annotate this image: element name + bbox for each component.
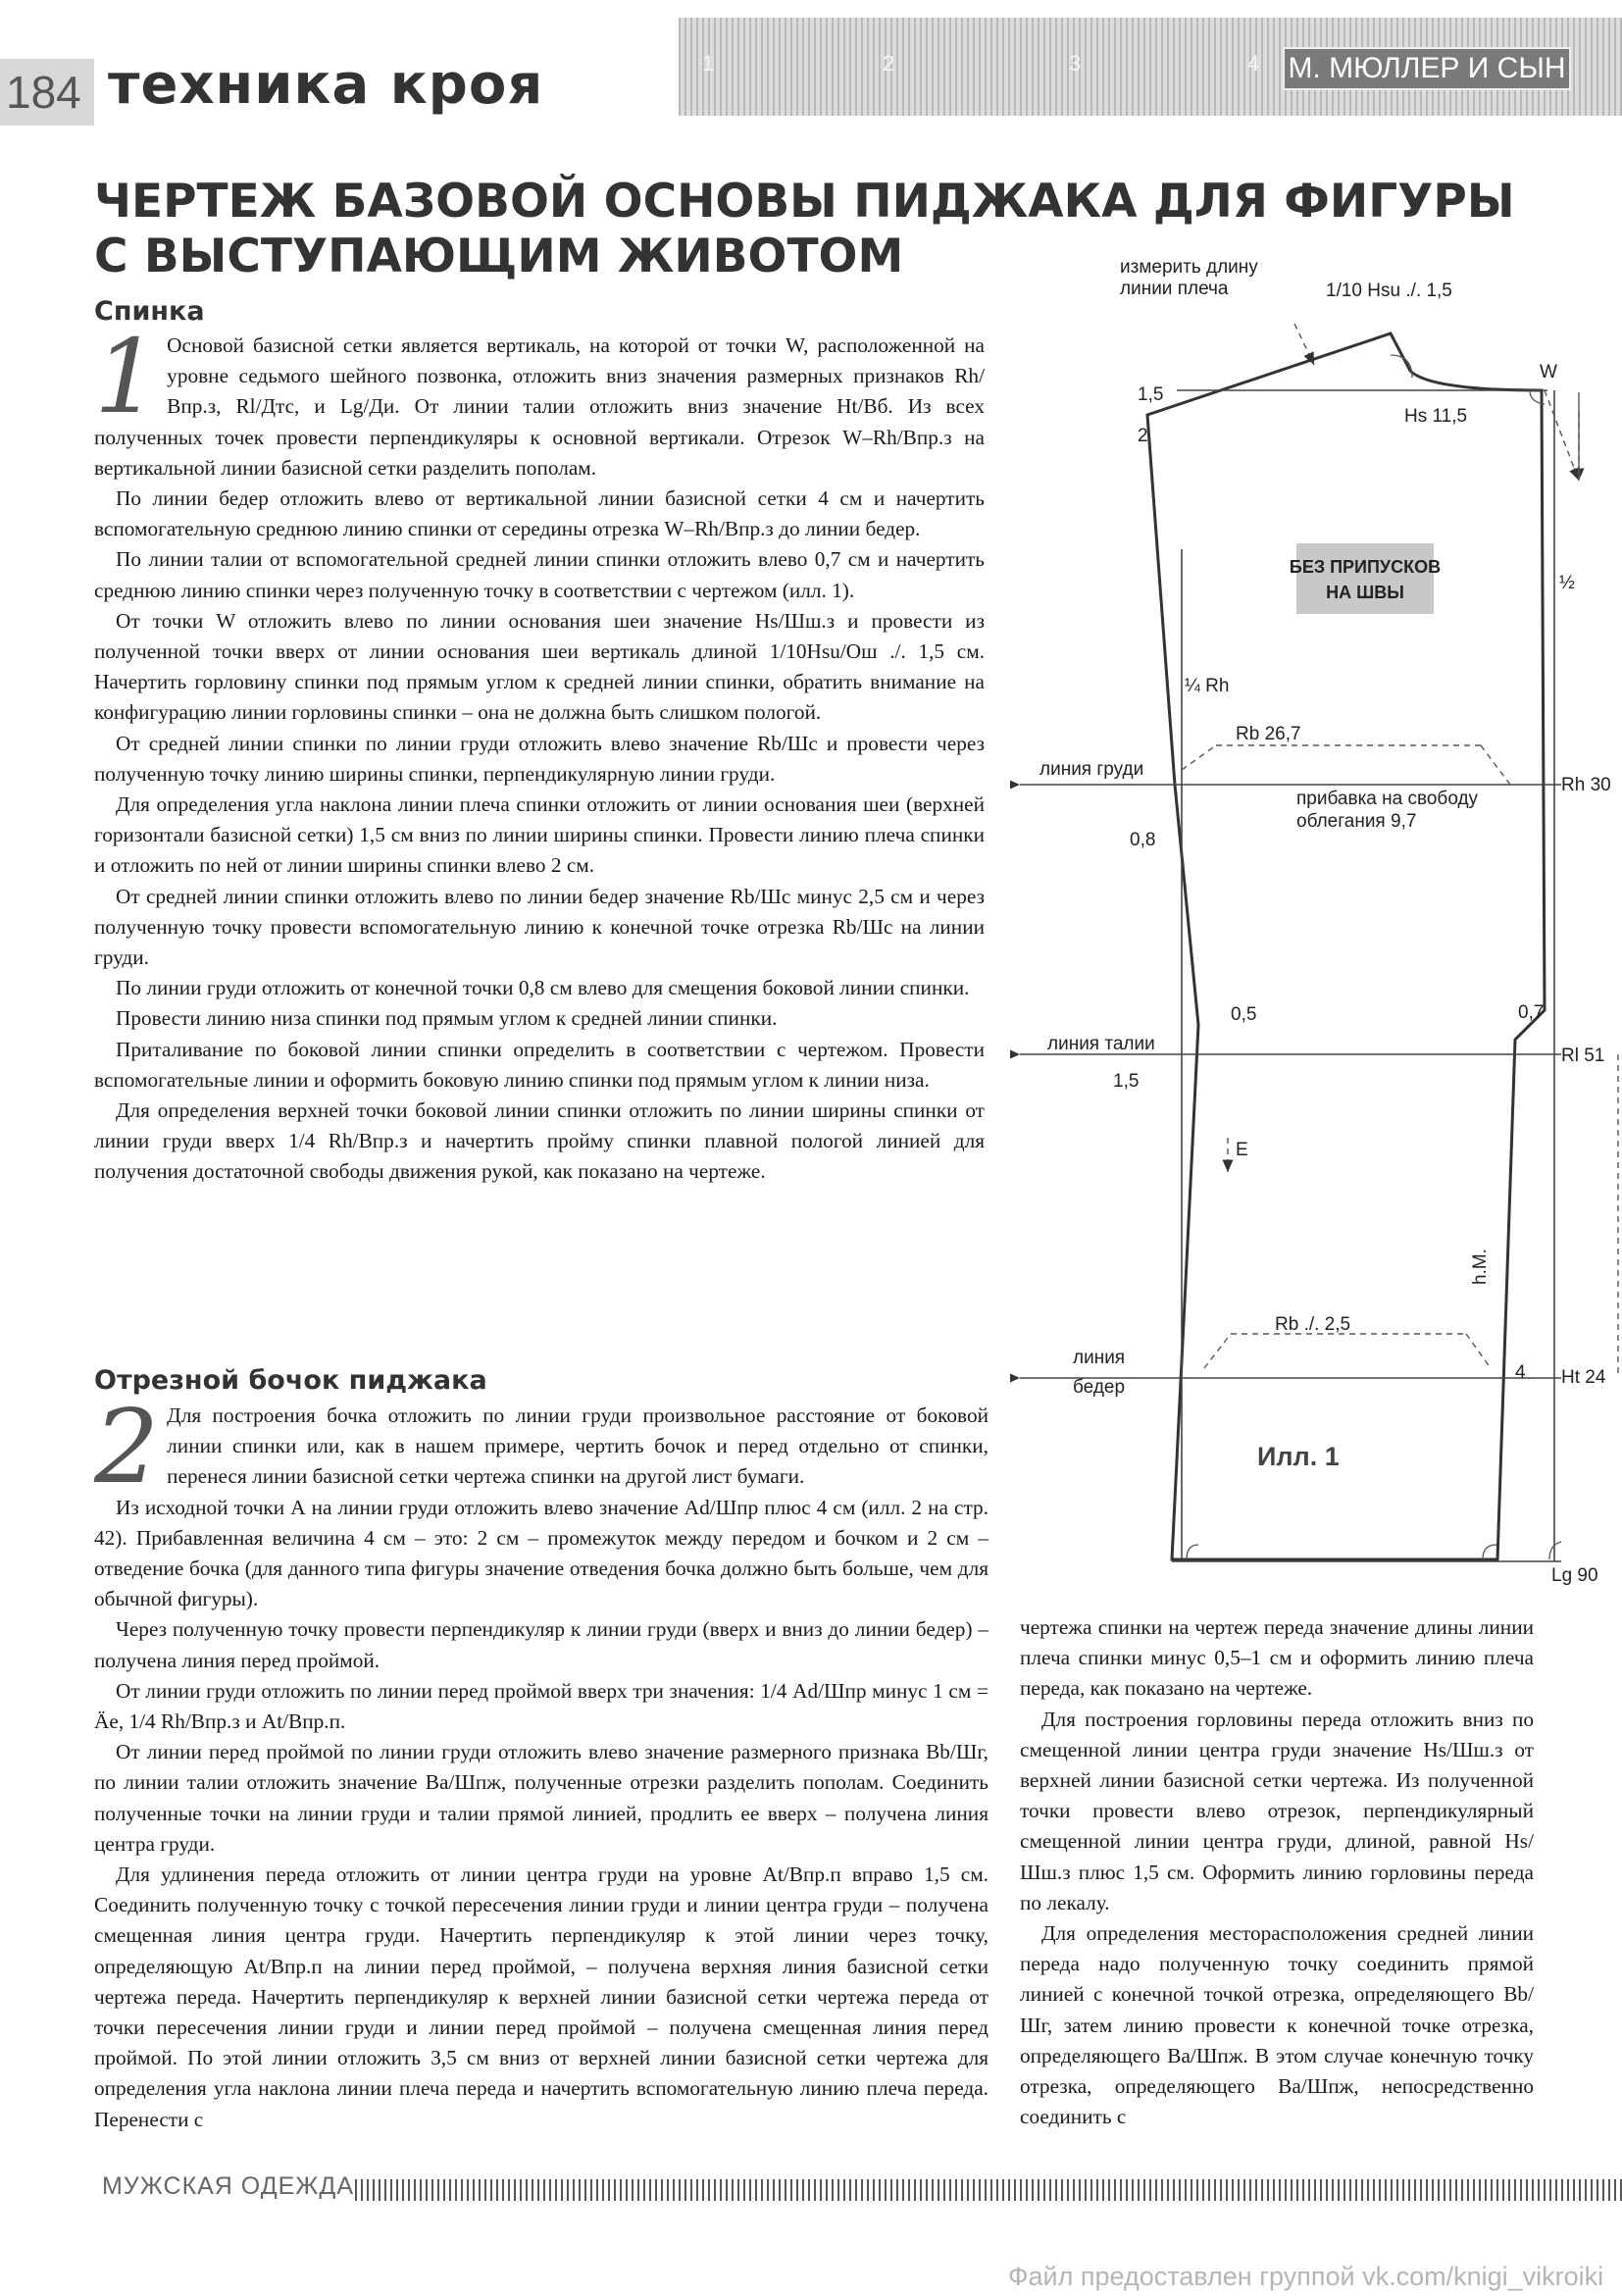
label-waist-line: линия талии [1047,1034,1155,1054]
paragraph: Основой базисной сетки является вертикаль, на которой от точки W, расположенной на уровне седьмого шейного позвонка, отложить вниз значения размерных признаков Rh/Впр.з, Rl/Дтс, и Lg/Ди. От линии талии отложить вниз значение Ht/Вб. Из всех полученных точек провести перпендикуляры к основной вертикали. Отрезок W–Rh/Впр.з на вертикальной линии базисной сетки разделить пополам. [94,333,985,480]
paragraph: По линии груди отложить от конечной точки 0,8 см влево для смещения боковой линии спинки. [116,976,970,1000]
section-heading-back: Спинка [94,296,205,327]
paragraph: От линии груди отложить по линии перед проймой вверх три значения: 1/4 Ad/Шпр минус 1 см = Äe, 1/4 Rh/Впр.з и At/Впр.п. [94,1678,988,1734]
label-rl: Rl 51 [1561,1046,1605,1066]
band-number: 3 [1069,51,1082,76]
label-hs: Hs 11,5 [1404,406,1468,427]
band-number: 1 [702,51,715,76]
paragraph: Для удлинения переда отложить от линии центра груди на уровне At/Впр.п вправо 1,5 см. Соединить полученную точку с точкой пересечения линии груди и линии центра груди – получена смещенная линия центра груди. Начертить перпендикуляр к этой линии через точку, определяющую At/Впр.п на линии перед проймой, – получена верхняя линия базисной сетки чертежа переда. Начертить перпендикуляр к верхней линии базисной сетки чертежа переда от точки пересечения линии груди и линии перед проймой – получена смещенная линия перед проймой. По этой линии отложить 3,5 см вниз от верхней линии базисной сетки чертежа для определения угла наклона линии плеча переда и начертить вспомогательную линию плеча переда. Перенести с [94,1862,988,2131]
right-column-text [1020,1612,1534,2132]
label-15-waist: 1,5 [1113,1071,1140,1092]
paragraph: Для определения верхней точки боковой линии спинки отложить по линии ширины спинки от линии груди вверх 1/4 Rh/Впр.з и начертить пройму спинки плавной пологой линией для получения достаточной свободы движения рукой, как показано на чертеже. [94,1098,985,1184]
paragraph: чертежа спинки на чертеж переда значение длины линии плеча спинки минус 0,5–1 см и оформить линию плеча переда, как показано на чертеже. [1020,1615,1534,1701]
label-hip-line-2: бедер [1073,1377,1126,1398]
label-measure-1: измерить длину [1120,257,1258,278]
paragraph: Для построения бочка отложить по линии груди произвольное расстояние от боковой линии спинки или, как в нашем примере, чертить бочок и перед отдельно от спинки, перенеся линии базисной сетки чертежа спинки на другой лист бумаги. [167,1403,988,1489]
footer-label: МУЖСКАЯ ОДЕЖДА [102,2172,354,2200]
label-rb: Rb 26,7 [1236,724,1301,744]
headline-line-1: ЧЕРТЕЖ БАЗОВОЙ ОСНОВЫ ПИДЖАКА ДЛЯ ФИГУРЫ [94,175,1515,229]
paragraph: Для построения горловины переда отложить вниз по смещенной линии центра груди значение Hs/Шш.з от верхней линии базисной сетки чертежа. Из полученной точки провести влево отрезок, перпендикулярный смещенной линии центра груди, длиной, равной Hs/Шш.з плюс 1,5 см. Оформить линию горловины переда по лекалу. [1020,1707,1534,1914]
watermark: Файл предоставлен группой vk.com/knigi_vikroiki [1008,2262,1604,2291]
band-number: 2 [883,51,895,76]
section-back-text [94,317,985,1188]
label-07: 0,7 [1518,1002,1545,1023]
paragraph: От точки W отложить влево по линии основания шеи значение Hs/Шш.з и провести из полученной точки вверх от линии основания шеи вертикаль длиной 1/10Hsu/Ош ./. 1,5 см. Начертить горловину спинки под прямым углом к средней линии спинки, обратить внимание на конфигурацию линии горловины спинки – она не должна быть слишком пологой. [94,608,985,725]
guide-lines [1182,324,1618,1373]
label-hm: h.M. [1470,1249,1491,1285]
section-side-panel-text [94,1387,988,2135]
label-lg: Lg 90 [1551,1565,1598,1586]
paragraph: Провести линию низа спинки под прямым углом к средней линии спинки. [116,1006,778,1031]
label-bust-line: линия груди [1039,759,1144,780]
pattern-outline [1147,333,1545,1559]
dropcap-2: 2 [94,1387,160,1506]
label-2: 2 [1138,426,1148,446]
label-half: ½ [1559,573,1575,593]
publisher-label: М. МЮЛЛЕР И СЫН [1283,47,1571,90]
paragraph: Для определения месторасположения средней линии переда надо полученную точку соединить прямой линией с конечной точкой отрезка, определяющего Bb/Шг, затем линию провести к конечной точке отрезка, определяющего Ba/Шпж. В этом случае конечную точку отрезка, определяющего Ba/Шпж, непосредственно соединить с [1020,1921,1534,2129]
label-hsu: 1/10 Hsu ./. 1,5 [1326,281,1452,301]
label-08: 0,8 [1130,830,1156,850]
label-hip-line-1: линия [1073,1348,1126,1368]
paragraph: От линии перед проймой по линии груди отложить влево значение размерного признака Bb/Шг, по линии талии отложить значение Ba/Шпж, полученные отрезки разделить пополам. Соединить полученные точки на линии груди и талии прямой линией, продлить ее вверх – получена линия центра груди. [94,1740,988,1856]
paragraph: По линии талии от вспомогательной средней линии спинки отложить влево 0,7 см и начертить среднюю линию спинки через полученную точку в соответствии с чертежом (илл. 1). [94,547,985,602]
label-rh: Rh 30 [1561,775,1611,795]
label-05: 0,5 [1231,1004,1257,1025]
note-text-1: БЕЗ ПРИПУСКОВ [1289,557,1442,577]
paragraph: От средней линии спинки отложить влево по линии бедер значение Rb/Шс минус 2,5 см и через полученную точку провести вспомогательную линию к конечной точке отрезка Rb/Шс на линии груди. [94,884,985,970]
header-band [679,18,1622,116]
paragraph: Из исходной точки А на линии груди отложить влево значение Ad/Шпр плюс 4 см (илл. 2 на стр. 42). Прибавленная величина 4 см – это: 2 см – промежуток между передом и бочком и 2 см – отведение бочка (для данного типа фигуры значение отведения бочка должно быть больше, чем для обычной фигуры). [94,1495,988,1611]
note-box [1296,543,1434,614]
footer-bar [355,2179,1622,2201]
note-text-2: НА ШВЫ [1326,583,1404,602]
label-ease-2: облегания 9,7 [1296,811,1417,832]
paragraph: От средней линии спинки по линии груди отложить влево значение Rb/Шс и провести через полученную точку линию ширины спинки, перпендикулярную линии груди. [94,731,985,786]
section-title: техника кроя [108,53,544,117]
paragraph: Приталивание по боковой линии спинки определить в соответствии с чертежом. Провести вспомогательные линии и оформить боковую линию спинки под прямым углом к линии низа. [94,1037,985,1092]
page-number: 184 [0,59,94,126]
label-quarter-rh: ¼ Rh [1185,676,1230,696]
paragraph: Через полученную точку провести перпендикуляр к линии груди (вверх и вниз до линии бедер) – получена линия перед проймой. [94,1617,988,1672]
pattern-draft-figure [1010,245,1622,1599]
figure-caption: Илл. 1 [1257,1442,1340,1471]
dropcap-1: 1 [94,317,160,436]
label-ht: Ht 24 [1561,1367,1606,1388]
label-rb-minus: Rb ./. 2,5 [1275,1314,1351,1335]
paragraph: По линии бедер отложить влево от вертикальной линии базисной сетки 4 см и начертить вспомогательную среднюю линию спинки от середины отрезка W–Rh/Впр.з до линии бедер. [94,486,985,541]
headline-line-2: С ВЫСТУПАЮЩИМ ЖИВОТОМ [94,230,904,283]
label-measure-2: линии плеча [1120,279,1229,299]
label-15-top: 1,5 [1138,384,1164,405]
band-number: 4 [1247,51,1260,76]
label-4: 4 [1515,1362,1526,1383]
paragraph: Для определения угла наклона линии плеча спинки отложить от линии основания шеи (верхней горизонтали базисной сетки) 1,5 см вниз по линии ширины спинки. Провести линию плеча спинки и отложить по ней от линии ширины спинки влево 2 см. [94,792,985,878]
section-heading-side-panel: Отрезной бочок пиджака [94,1365,487,1396]
label-ease-1: прибавка на свободу [1296,789,1479,809]
label-w: W [1540,362,1557,383]
label-e: E [1236,1140,1248,1160]
